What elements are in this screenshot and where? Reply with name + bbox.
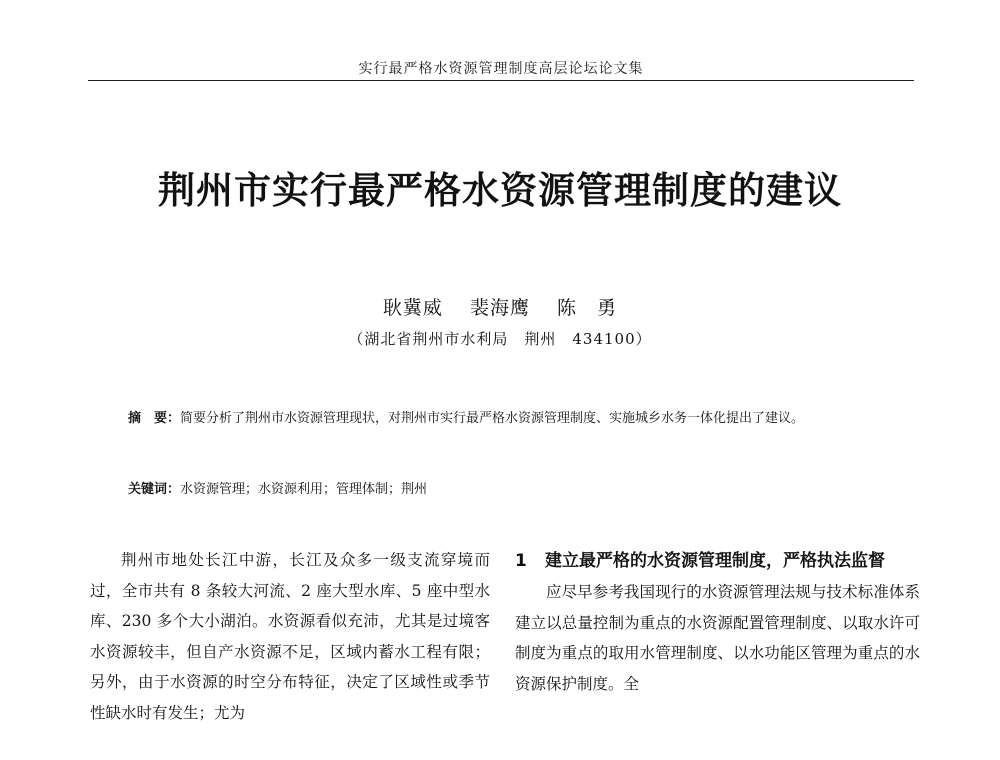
abstract xyxy=(128,402,868,435)
paper-title: 荆州市实行最严格水资源管理制度的建议 xyxy=(158,169,842,212)
affiliation: （湖北省荆州市水利局 荆州 434100） xyxy=(348,330,652,348)
author-1: 耿冀威 xyxy=(382,297,443,319)
author-2: 裴海鹰 xyxy=(469,297,530,319)
body-column-left xyxy=(90,545,490,728)
section-number: 1 xyxy=(515,551,527,571)
header-rule xyxy=(88,80,914,81)
body-paragraph: 荆州市地处长江中游，长江及众多一级支流穿境而过，全市共有 8 条较大河流、2 座大型水库、5 座中型水库、230 多个大小湖泊。水资源看似充沛，尤其是过境客水资源较丰，但自产水资源不足，区域内蓄水工程有限；另外，由于水资源的时空分布特征，决定了区域性或季节性缺水时有发生；尤为 xyxy=(90,551,490,722)
body-column-right xyxy=(515,545,920,699)
keywords xyxy=(128,478,868,497)
section-heading xyxy=(515,545,920,577)
author-list xyxy=(0,293,1000,320)
author-3: 陈 勇 xyxy=(557,297,618,319)
section-paragraph: 应尽早参考我国现行的水资源管理法规与技术标准体系建立以总量控制为重点的水资源配置管理制度、以取水许可制度为重点的取用水管理制度、以水功能区管理为重点的水资源保护制度。全 xyxy=(515,583,920,693)
keywords-text: 水资源管理；水资源利用；管理体制；荆州 xyxy=(180,482,428,497)
abstract-text: 简要分析了荆州市水资源管理现状，对荆州市实行最严格水资源管理制度、实施城乡水务一体化提出了建议。 xyxy=(180,411,805,426)
section-title: 建立最严格的水资源管理制度，严格执法监督 xyxy=(545,551,885,571)
abstract-label: 摘 要： xyxy=(128,411,181,426)
running-header: 实行最严格水资源管理制度高层论坛论文集 xyxy=(358,61,644,77)
keywords-label: 关键词： xyxy=(128,482,181,497)
